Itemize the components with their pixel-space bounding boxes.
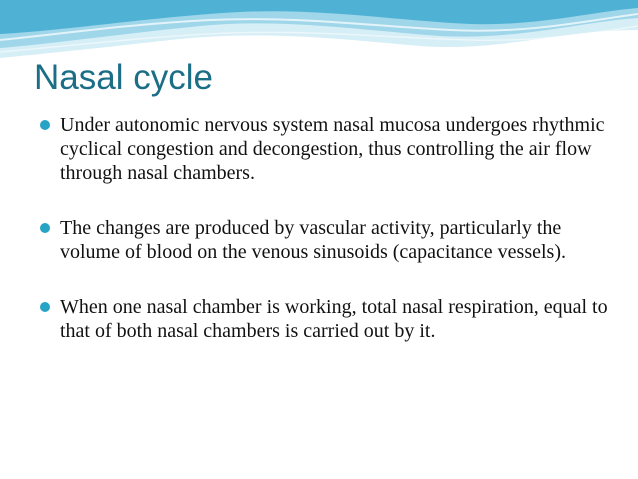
bullet-item xyxy=(38,113,618,185)
bullet-text: The changes are produced by vascular activity, particularly the volume of blood on the venous sinusoids (capacitance vessels). xyxy=(60,217,566,263)
bullet-marker-icon xyxy=(40,223,50,233)
bullet-text: When one nasal chamber is working, total nasal respiration, equal to that of both nasal chambers is carried out by it. xyxy=(60,296,608,342)
bullet-marker-icon xyxy=(40,302,50,312)
bullet-item xyxy=(38,216,618,264)
bullet-item xyxy=(38,295,618,343)
bullet-marker-icon xyxy=(40,120,50,130)
bullet-list xyxy=(38,113,618,343)
slide-title: Nasal cycle xyxy=(34,58,213,97)
bullet-text: Under autonomic nervous system nasal mucosa undergoes rhythmic cyclical congestion and decongestion, thus controlling the air flow through nasal chambers. xyxy=(60,114,605,184)
